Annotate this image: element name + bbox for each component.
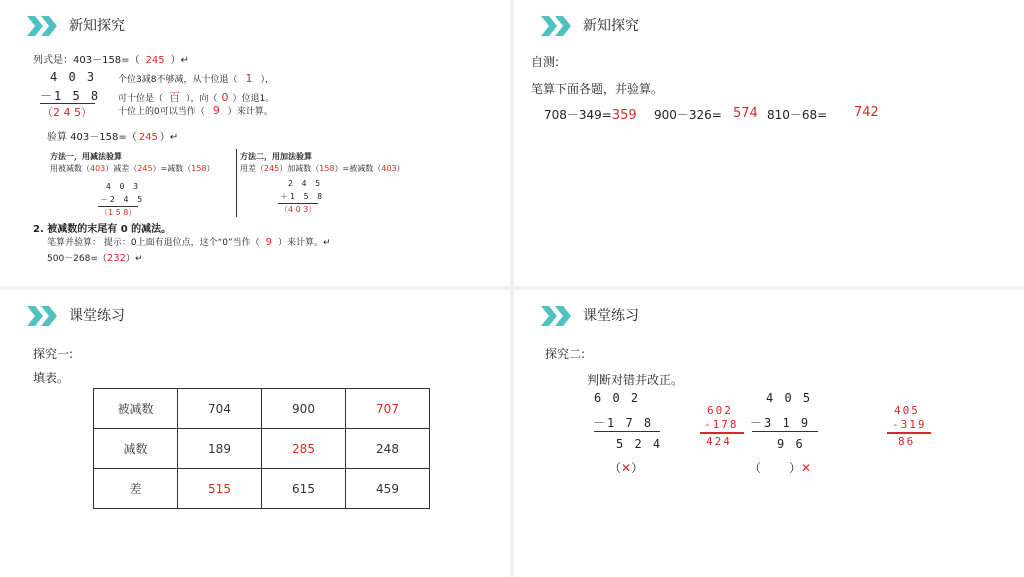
note-3: 十位上的0可以当作（ 9 ）来计算。 bbox=[118, 104, 273, 117]
panel-title: 新知探究 bbox=[69, 18, 125, 34]
method-2-answer: （4 0 3） bbox=[280, 205, 317, 214]
wrong-mark-icon: ✕ bbox=[801, 461, 812, 475]
table-cell-answer: 515 bbox=[178, 469, 262, 509]
chevron-arrows-icon bbox=[27, 306, 63, 326]
chevron-arrows-icon bbox=[541, 16, 577, 36]
correction-2-top: 405 bbox=[894, 404, 920, 417]
row-header: 减数 bbox=[94, 429, 178, 469]
table-row bbox=[94, 429, 430, 469]
table-cell: 615 bbox=[262, 469, 346, 509]
explore-2-label: 探究二: bbox=[545, 347, 586, 361]
problem-2-answer: 9 6 bbox=[777, 437, 805, 451]
panel-title: 课堂练习 bbox=[583, 308, 639, 324]
slide-panel-4 bbox=[514, 290, 1024, 577]
table-row bbox=[94, 389, 430, 429]
note-1: 个位3减8不够减，从十位退（ 1 ）， bbox=[118, 72, 274, 85]
method-2-mid: ＋1 5 8 bbox=[280, 192, 325, 201]
slide-panel-2 bbox=[514, 0, 1024, 286]
vertical-mid: －1 5 8 bbox=[40, 89, 101, 103]
chevron-arrows-icon bbox=[27, 16, 63, 36]
instruction: 笔算下面各题，并验算。 bbox=[531, 82, 664, 96]
explore-1-label: 探究一: bbox=[33, 347, 74, 361]
table-cell: 248 bbox=[346, 429, 430, 469]
vertical-answer: （2 4 5） bbox=[42, 106, 92, 119]
problem-1-mid: －1 7 8 bbox=[593, 416, 654, 430]
table-cell: 459 bbox=[346, 469, 430, 509]
instruction: 判断对错并改正。 bbox=[587, 373, 684, 387]
table-cell-answer: 285 bbox=[262, 429, 346, 469]
row-header: 差 bbox=[94, 469, 178, 509]
self-test-label: 自测: bbox=[531, 55, 560, 69]
last-line: 500－268=（232）↵ bbox=[47, 253, 143, 264]
table-cell-answer: 707 bbox=[346, 389, 430, 429]
formula-line: 列式是：403－158=（ 245 ）↵ bbox=[33, 55, 190, 66]
problem-2-mark: （ ）✕ bbox=[749, 461, 812, 475]
table-cell: 704 bbox=[178, 389, 262, 429]
correction-2-mid: -319 bbox=[892, 418, 927, 431]
table-cell: 900 bbox=[262, 389, 346, 429]
slide-panel-1 bbox=[0, 0, 510, 286]
method-2-top: 2 4 5 bbox=[288, 179, 323, 188]
problem-2-mid: －3 1 9 bbox=[750, 416, 811, 430]
chevron-arrows-icon bbox=[541, 306, 577, 326]
problem-2-top: 4 0 5 bbox=[766, 391, 813, 405]
method-1-title: 方法一，用减法验算 bbox=[50, 152, 122, 161]
problem-1-top: 6 0 2 bbox=[594, 391, 641, 405]
correction-1-answer: 424 bbox=[706, 435, 732, 448]
method-1-top: 4 0 3 bbox=[106, 182, 141, 191]
table-row bbox=[94, 469, 430, 509]
vertical-top: 4 0 3 bbox=[50, 70, 97, 84]
wrong-mark-icon: ✕ bbox=[621, 461, 632, 475]
question-3: 810－68= bbox=[767, 108, 828, 122]
correction-1-mid: -178 bbox=[704, 418, 739, 431]
panel-title: 课堂练习 bbox=[69, 308, 125, 324]
instruction: 填表。 bbox=[33, 371, 70, 385]
answer-2: 574 bbox=[733, 106, 758, 121]
method-1-line: 用被减数（403）减差（245）=减数（158） bbox=[50, 164, 215, 173]
table-cell: 189 bbox=[178, 429, 262, 469]
method-2-title: 方法二，用加法验算 bbox=[240, 152, 312, 161]
problem-1-mark: （✕） bbox=[609, 461, 644, 475]
answer-3: 742 bbox=[854, 105, 879, 120]
slide-panel-3 bbox=[0, 290, 510, 577]
section-2-heading: 2. 被减数的末尾有 0 的减法。 bbox=[33, 224, 172, 235]
method-1-mid: －2 4 5 bbox=[100, 195, 145, 204]
correction-2-answer: 86 bbox=[898, 435, 916, 448]
method-1-answer: （1 5 8） bbox=[100, 208, 137, 217]
correction-1-top: 602 bbox=[707, 404, 733, 417]
question-2: 900－326= bbox=[654, 108, 722, 122]
fill-table bbox=[93, 388, 430, 509]
question-1: 708－349=359 bbox=[544, 108, 637, 123]
note-2: 可十位是（ 百 ），向（ 0 ）位退1。 bbox=[118, 91, 275, 104]
hint-line: 笔算并验算： 提示：0上面有退位点，这个“0”当作（ 9 ）来计算。↵ bbox=[47, 237, 331, 248]
panel-title: 新知探究 bbox=[583, 18, 639, 34]
problem-1-answer: 5 2 4 bbox=[616, 437, 663, 451]
method-2-line: 用差（245）加减数（158）=被减数（403） bbox=[240, 164, 405, 173]
check-line: 验算 403－158=（ 245 ）↵ bbox=[47, 132, 179, 143]
row-header: 被减数 bbox=[94, 389, 178, 429]
